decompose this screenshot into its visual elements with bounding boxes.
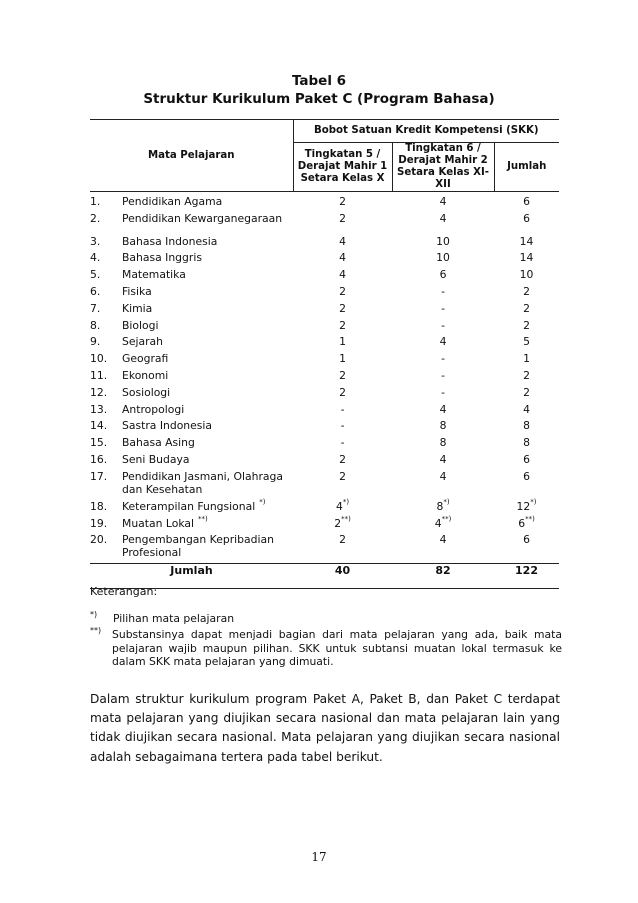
value-level-5: - <box>340 402 345 416</box>
value-level-5: 4 <box>339 268 346 282</box>
table-row <box>90 453 559 470</box>
row-number: 8. <box>90 318 101 332</box>
value-total: 2 <box>523 368 530 382</box>
value-total: 10 <box>519 268 534 282</box>
table-row <box>90 192 559 212</box>
table-row <box>90 212 559 229</box>
value-total: 8 <box>523 436 530 450</box>
subject-name: Pengembangan Kepribadian Profesional <box>122 533 274 560</box>
value-level-6: 4 <box>439 452 447 466</box>
subject-name: Sosiologi <box>122 385 171 399</box>
note-text: Pilihan mata pelajaran <box>113 612 235 625</box>
note-item <box>90 612 562 626</box>
body-paragraph: Dalam struktur kurikulum program Paket A, Paket B, dan Paket C terdapat mata pelajaran yang diujikan secara nasional dan mata pelajaran lain yang tidak diujikan secara nasional. Mata pelajaran yang diujikan secara nasional adalah sebagaimana tertera pada tabel berikut. <box>90 692 560 764</box>
value-level-5: 4*) <box>335 498 350 513</box>
row-number: 15. <box>90 436 108 450</box>
value-total: 6**) <box>518 514 535 530</box>
value-total: 2 <box>523 385 530 399</box>
row-number: 20. <box>90 533 108 547</box>
value-level-5: 2 <box>339 318 346 332</box>
value-total: 12*) <box>516 498 537 513</box>
note-marker: **) <box>90 626 102 635</box>
subject-name: Bahasa Indonesia <box>122 234 218 248</box>
table-row <box>90 268 559 285</box>
footer-level-5: 40 <box>293 564 392 589</box>
value-level-5: 2 <box>339 368 346 382</box>
value-level-5: 2 <box>339 284 346 298</box>
table-title: Tabel 6 <box>291 73 347 89</box>
row-number: 7. <box>90 301 101 315</box>
footer-total: 122 <box>494 564 559 589</box>
table-row <box>90 470 559 500</box>
subject-name: Antropologi <box>122 402 185 416</box>
value-level-5: 1 <box>339 335 346 349</box>
table-row <box>90 319 559 336</box>
note-item <box>90 628 562 669</box>
value-level-5: 2 <box>339 452 346 466</box>
row-number: 12. <box>90 385 108 399</box>
subject-name: Pendidikan Jasmani, Olahraga dan Kesehatan <box>122 469 284 496</box>
value-level-5: 2 <box>339 195 346 208</box>
table-row <box>90 517 559 534</box>
note-marker: *) <box>90 610 98 619</box>
table-row <box>90 500 559 517</box>
value-level-6: 4**) <box>434 514 452 530</box>
value-total: 14 <box>519 251 534 265</box>
footer-label: Jumlah <box>90 564 293 589</box>
value-total: 6 <box>523 452 530 466</box>
value-level-6: 10 <box>436 234 450 248</box>
subject-name: Muatan Lokal **) <box>122 514 208 530</box>
value-total: 8 <box>523 419 530 433</box>
value-level-5: 2**) <box>334 514 351 530</box>
table-row <box>90 419 559 436</box>
value-level-6: 4 <box>439 335 447 349</box>
row-number: 19. <box>90 516 108 530</box>
table-row <box>90 285 559 302</box>
row-number: 18. <box>90 499 108 513</box>
value-total: 5 <box>523 335 530 349</box>
value-level-6: 4 <box>439 469 447 483</box>
value-level-6: 4 <box>439 402 447 416</box>
row-number: 5. <box>90 268 101 282</box>
table-row <box>90 533 559 564</box>
header-level-5: Tingkatan 5 / Derajat Mahir 1 Setara Kelas X <box>293 143 392 192</box>
row-number: 4. <box>90 251 101 265</box>
value-level-6: 4 <box>439 195 447 208</box>
subject-name: Biologi <box>122 318 159 332</box>
footnote-mark: **) <box>441 514 452 523</box>
value-level-6: 8*) <box>436 498 450 513</box>
subject-name: Ekonomi <box>122 368 169 382</box>
value-total: 6 <box>523 533 530 547</box>
subject-name: Sastra Indonesia <box>122 419 213 433</box>
row-number: 1. <box>90 195 101 208</box>
header-subject: Mata Pelajaran <box>90 120 293 192</box>
subject-name: Sejarah <box>122 335 164 349</box>
value-total: 1 <box>523 352 530 366</box>
value-level-5: 2 <box>339 301 346 315</box>
table-row <box>90 386 559 403</box>
subject-name: Seni Budaya <box>122 452 190 466</box>
row-number: 13. <box>90 402 108 416</box>
row-number: 10. <box>90 352 108 366</box>
row-number: 9. <box>90 335 101 349</box>
footnote-mark: *) <box>342 498 350 507</box>
value-total: 6 <box>523 195 530 208</box>
footnote-mark: *) <box>530 498 537 507</box>
note-text: Substansinya dapat menjadi bagian dari mata pelajaran yang ada, baik mata pelajaran wajib maupun pilihan. SKK untuk subtansi muatan lokal termasuk ke dalam SKK mata pelajaran yang dimuati. <box>112 628 562 668</box>
value-level-6: 8 <box>439 419 447 433</box>
value-level-5: 4 <box>339 251 346 265</box>
value-level-5: 2 <box>339 533 346 547</box>
value-total: 2 <box>523 301 530 315</box>
table-row <box>90 436 559 453</box>
footnote-mark: **) <box>198 514 208 523</box>
page-number: 17 <box>311 850 327 864</box>
curriculum-table <box>90 119 559 589</box>
value-level-6: 10 <box>436 251 450 265</box>
value-level-6: 4 <box>439 211 447 225</box>
row-number: 16. <box>90 452 108 466</box>
footnote-mark: *) <box>443 498 450 507</box>
table-row <box>90 229 559 252</box>
value-total: 6 <box>523 469 530 483</box>
subject-name: Kimia <box>122 301 153 315</box>
value-level-6: - <box>441 352 445 366</box>
value-level-5: - <box>340 419 345 433</box>
table-row <box>90 403 559 420</box>
subject-name: Pendidikan Kewarganegaraan <box>122 211 283 225</box>
header-skk: Bobot Satuan Kredit Kompetensi (SKK) <box>293 120 559 143</box>
footnote-mark: **) <box>525 514 535 523</box>
value-total: 2 <box>523 284 530 298</box>
value-total: 14 <box>519 234 534 248</box>
footnote-mark: **) <box>341 514 351 523</box>
value-level-6: 8 <box>439 436 447 450</box>
row-number: 2. <box>90 211 101 225</box>
row-number: 6. <box>90 284 101 298</box>
value-total: 4 <box>523 402 530 416</box>
table-subtitle: Struktur Kurikulum Paket C (Program Bahasa) <box>143 91 495 107</box>
value-level-5: 2 <box>339 211 346 225</box>
value-level-5: 4 <box>339 234 346 248</box>
table-body <box>90 192 559 564</box>
value-level-5: - <box>340 436 345 450</box>
row-number: 17. <box>90 469 108 483</box>
subject-name: Keterampilan Fungsional *) <box>122 498 266 513</box>
value-level-6: - <box>441 368 445 382</box>
table-row <box>90 302 559 319</box>
row-number: 11. <box>90 368 108 382</box>
subject-name: Pendidikan Agama <box>122 195 223 208</box>
subject-name: Matematika <box>122 268 186 282</box>
value-level-6: - <box>441 301 445 315</box>
value-level-6: 4 <box>439 533 447 547</box>
header-level-6: Tingkatan 6 / Derajat Mahir 2 Setara Kelas XI-XII <box>392 143 494 192</box>
subject-name: Bahasa Asing <box>122 436 195 450</box>
value-level-5: 1 <box>339 352 346 366</box>
value-level-5: 2 <box>339 469 346 483</box>
value-level-6: - <box>441 318 445 332</box>
value-level-5: 2 <box>339 385 346 399</box>
subject-name: Bahasa Inggris <box>122 251 202 265</box>
value-level-6: 6 <box>439 268 447 282</box>
footer-level-6: 82 <box>392 564 494 589</box>
table-row <box>90 352 559 369</box>
value-total: 2 <box>523 318 530 332</box>
table-row <box>90 369 559 386</box>
header-total: Jumlah <box>494 143 559 192</box>
notes-heading: Keterangan: <box>90 585 158 598</box>
value-level-6: - <box>441 385 445 399</box>
subject-name: Geografi <box>122 352 169 366</box>
row-number: 14. <box>90 419 108 433</box>
value-level-6: - <box>441 284 445 298</box>
value-total: 6 <box>523 211 530 225</box>
table-row <box>90 335 559 352</box>
table-row <box>90 251 559 268</box>
subject-name: Fisika <box>122 284 152 298</box>
footnote-mark: *) <box>259 498 266 507</box>
row-number: 3. <box>90 234 101 248</box>
